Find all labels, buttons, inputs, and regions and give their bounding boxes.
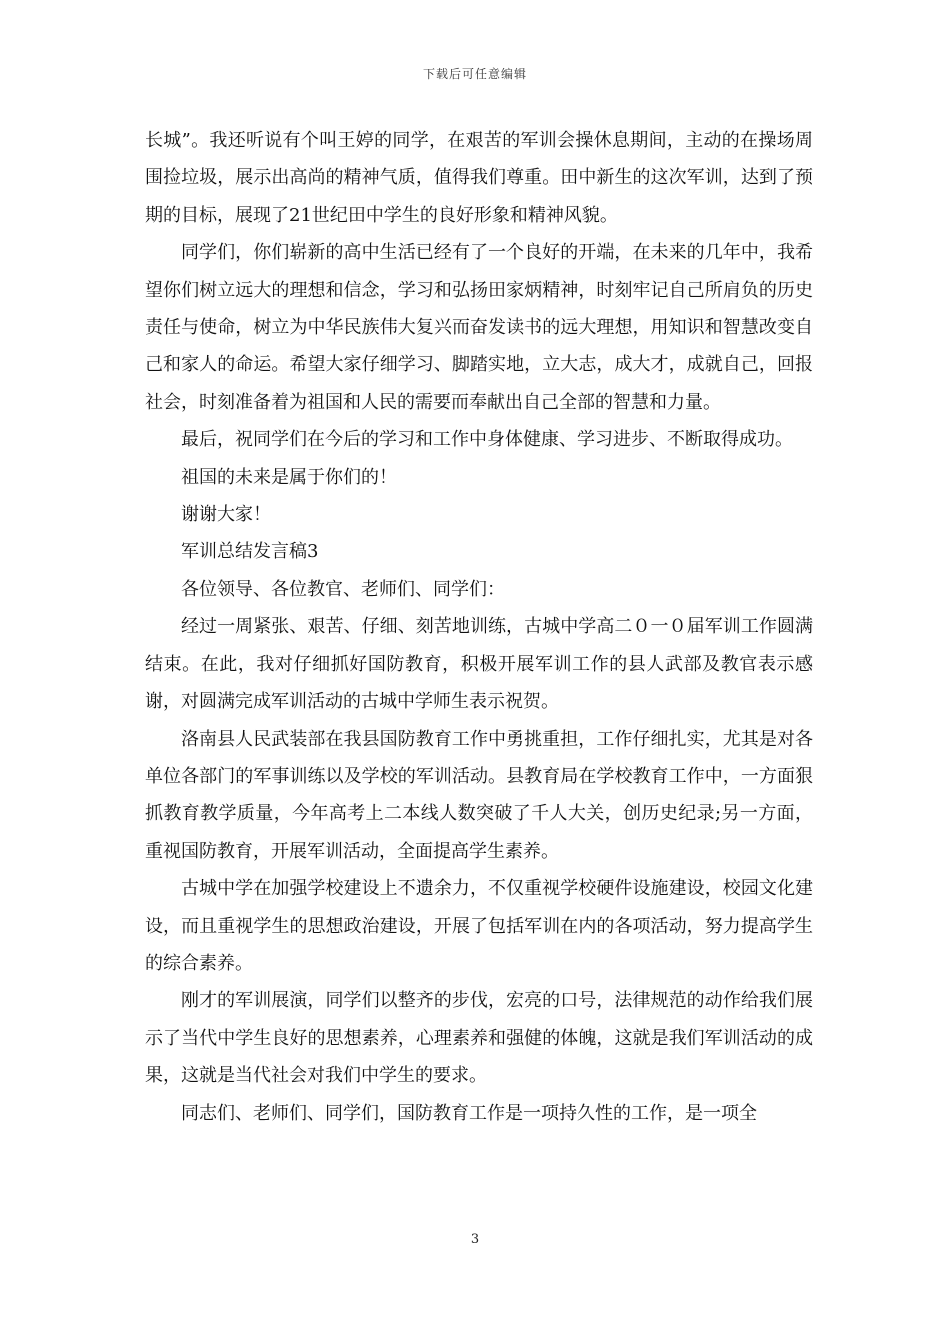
- salutation: 各位领导、各位教官、老师们、同学们：: [181, 578, 505, 600]
- page-header: 下载后可任意编辑: [422, 67, 527, 81]
- paragraph: 刚才的军训展演，同学们以整齐的步伐，宏亮的口号，法律规范的动作给我们展示了当代中学生良好的思想素养，心理素养和强健的体魄，这就是我们军训活动的成果，这就是当代社会对我们中学生的要求。: [145, 990, 813, 1087]
- page-number: 3: [470, 1232, 480, 1247]
- paragraph: 古城中学在加强学校建设上不遗余力，不仅重视学校硬件设施建设，校园文化建设，而且重视学生的思想政治建设，开展了包括军训在内的各项活动，努力提高学生的综合素养。: [145, 878, 813, 974]
- section-title: 军训总结发言稿3: [181, 541, 319, 563]
- paragraph: 谢谢大家！: [181, 504, 271, 526]
- paragraph: 洛南县人民武装部在我县国防教育工作中勇挑重担，工作仔细扎实，尤其是对各单位各部门的军事训练以及学校的军训活动。县教育局在学校教育工作中，一方面狠抓教育教学质量，今年高考上二本线人数突破了千人大关，创历史纪录;另一方面，重视国防教育，开展军训活动，全面提高学生素养。: [145, 728, 813, 862]
- paragraph: 最后，祝同学们在今后的学习和工作中身体健康、学习进步、不断取得成功。: [181, 429, 793, 451]
- paragraph: 同学们，你们崭新的高中生活已经有了一个良好的开端，在未来的几年中，我希望你们树立远大的理想和信念，学习和弘扬田家炳精神，时刻牢记自己所肩负的历史责任与使命，树立为中华民族伟大复兴而奋发读书的远大理想，用知识和智慧改变自己和家人的命运。希望大家仔细学习、脚踏实地，立大志，成大才，成就自己，回报社会，时刻准备着为祖国和人民的需要而奉献出自己全部的智慧和力量。: [145, 242, 813, 413]
- paragraph: 同志们、老师们、同学们，国防教育工作是一项持久性的工作，是一项全: [181, 1102, 757, 1124]
- document-body: [145, 122, 813, 1132]
- paragraph: 祖国的未来是属于你们的！: [181, 466, 397, 488]
- paragraph: 长城”。我还听说有个叫王婷的同学，在艰苦的军训会操休息期间，主动的在操场周围捡垃圾，展示出高尚的精神气质，值得我们尊重。田中新生的这次军训，达到了预期的目标，展现了21世纪田中学生的良好形象和精神风貌。: [145, 130, 813, 226]
- paragraph: 经过一周紧张、艰苦、仔细、刻苦地训练，古城中学高二０一０届军训工作圆满结束。在此，我对仔细抓好国防教育，积极开展军训工作的县人武部及教官表示感谢，对圆满完成军训活动的古城中学师生表示祝贺。: [145, 616, 813, 713]
